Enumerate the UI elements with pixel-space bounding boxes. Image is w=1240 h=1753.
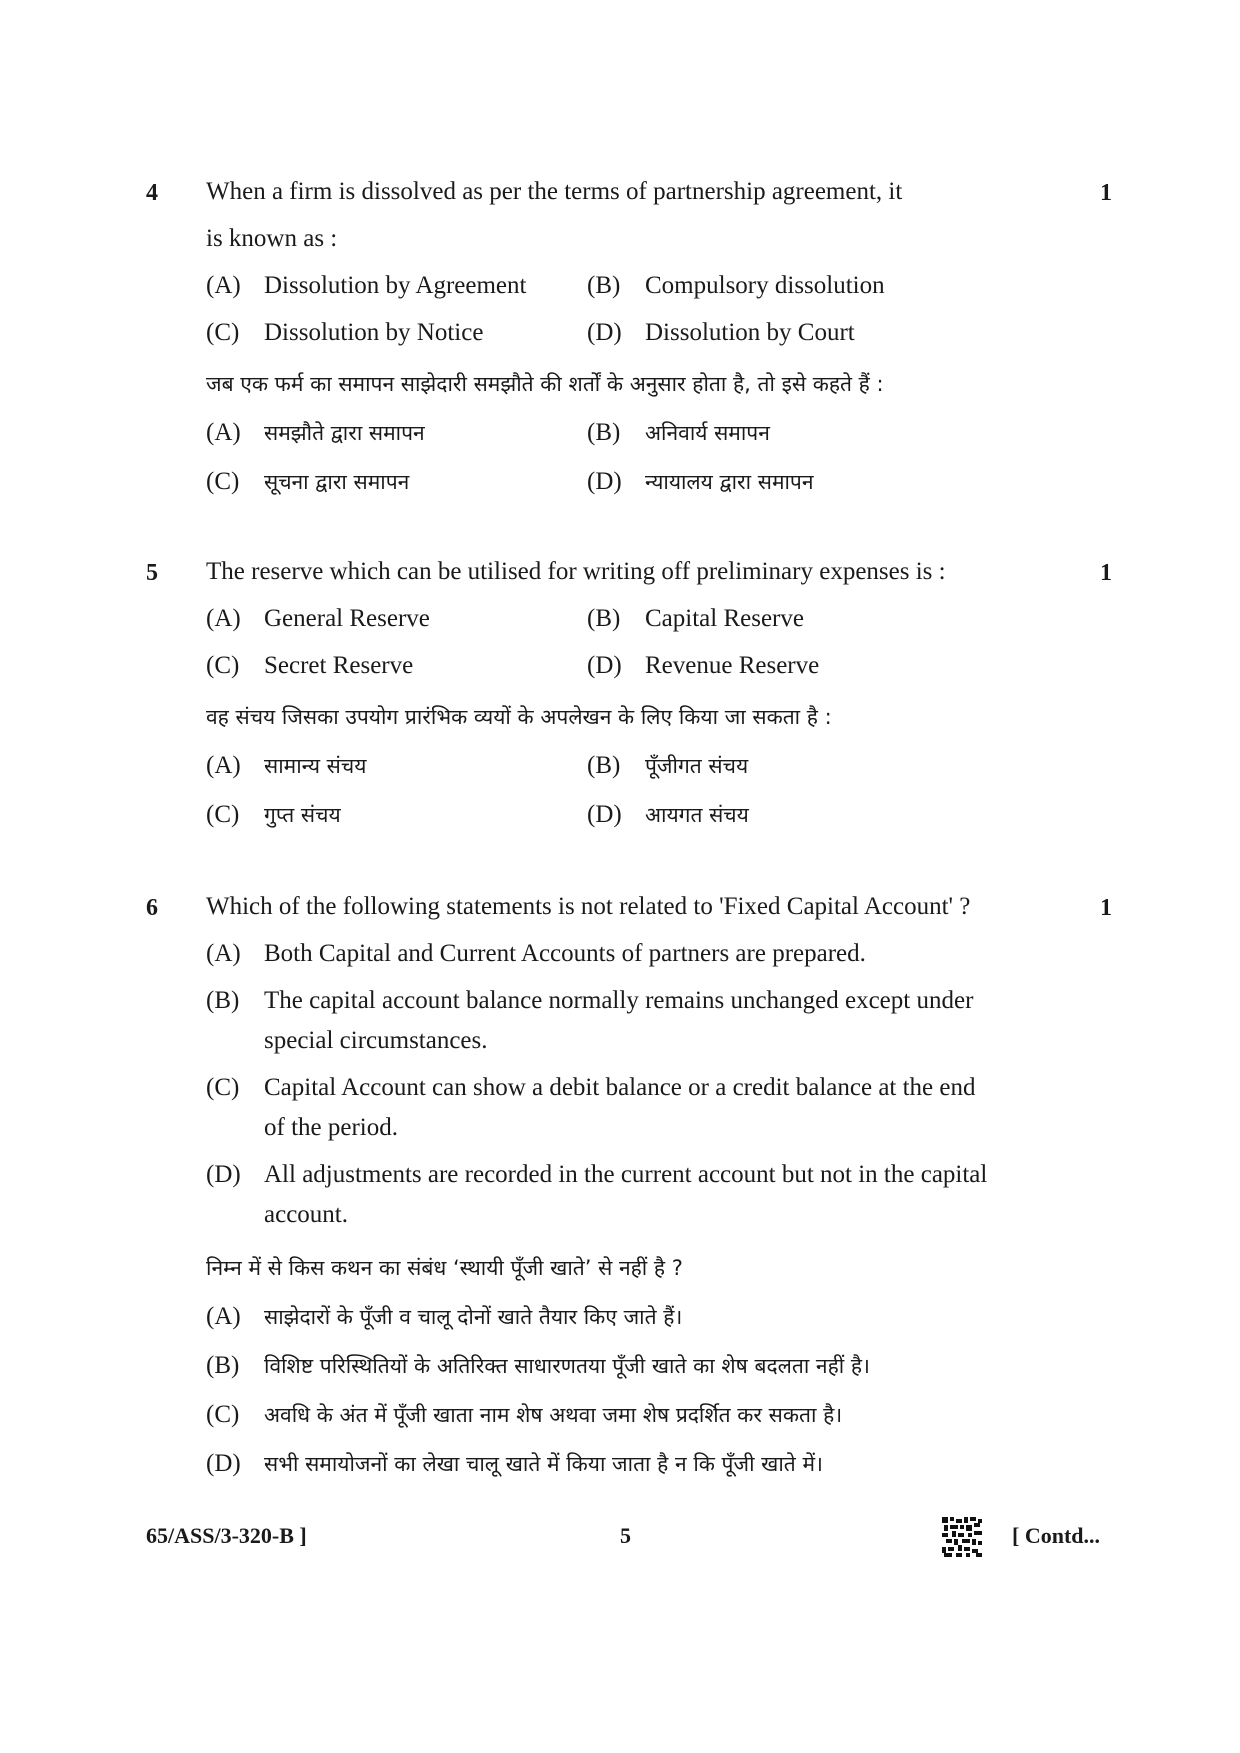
- option-text: पूँजीगत संचय: [645, 754, 749, 778]
- option-text: All adjustments are recorded in the current account but not in the capital: [264, 1161, 988, 1188]
- option-text: Dissolution by Agreement: [264, 272, 527, 299]
- question-4-marks: 1: [1100, 180, 1112, 206]
- option-label: (B): [587, 752, 621, 779]
- q4-hindi-option-b: [587, 419, 770, 447]
- option-text: The capital account balance normally remains unchanged except under: [264, 987, 974, 1014]
- option-text: Revenue Reserve: [645, 652, 820, 679]
- q6-option-a: [206, 940, 866, 968]
- q6-hindi-option-c: [206, 1401, 842, 1429]
- option-label: (A): [206, 605, 241, 632]
- option-text: सामान्य संचय: [264, 754, 367, 778]
- q6-option-d: [206, 1161, 987, 1189]
- question-4-text-line2: is known as :: [206, 225, 338, 252]
- option-label: (D): [587, 801, 622, 828]
- q5-option-d: [587, 652, 819, 680]
- question-5-hindi-text: वह संचय जिसका उपयोग प्रारंभिक व्ययों के अपलेखन के लिए किया जा सकता है :: [206, 705, 832, 729]
- q4-hindi-option-d: [587, 468, 814, 496]
- q5-option-b: [587, 605, 804, 633]
- question-6-marks: 1: [1100, 895, 1112, 921]
- option-label: (A): [206, 1303, 241, 1330]
- q4-option-c: [206, 319, 483, 347]
- page-number: 5: [620, 1523, 631, 1548]
- question-4-text-line1: When a firm is dissolved as per the terms of partnership agreement, it: [206, 178, 903, 205]
- option-text: सभी समायोजनों का लेखा चालू खाते में किया जाता है न कि पूँजी खाते में।: [264, 1452, 823, 1476]
- q4-hindi-option-c: [206, 468, 409, 496]
- option-label: (B): [587, 419, 621, 446]
- q6-hindi-option-a: [206, 1303, 682, 1331]
- question-4-hindi-text: जब एक फर्म का समापन साझेदारी समझौते की शर्तों के अनुसार होता है, तो इसे कहते हैं :: [206, 372, 884, 396]
- option-label: (C): [206, 652, 240, 679]
- question-5-marks: 1: [1100, 560, 1112, 586]
- option-text: Secret Reserve: [264, 652, 414, 679]
- option-label: (D): [206, 1161, 241, 1188]
- question-6-hindi-text: निम्न में से किस कथन का संबंध ‘स्थायी पूँजी खाते’ से नहीं है ?: [206, 1256, 683, 1280]
- option-text: Capital Reserve: [645, 605, 804, 632]
- option-text: Dissolution by Court: [645, 319, 855, 346]
- option-label: (C): [206, 1074, 240, 1101]
- qr-code-icon: [942, 1517, 982, 1557]
- option-text: विशिष्ट परिस्थितियों के अतिरिक्त साधारणतया पूँजी खाते का शेष बदलता नहीं है।: [264, 1354, 870, 1378]
- q5-hindi-option-b: [587, 752, 748, 780]
- q6-option-b-line2: special circumstances.: [264, 1027, 488, 1054]
- option-text: गुप्त संचय: [264, 803, 341, 827]
- option-text: अनिवार्य समापन: [645, 421, 770, 445]
- option-text: Both Capital and Current Accounts of partners are prepared.: [264, 940, 866, 967]
- option-label: (D): [587, 468, 622, 495]
- option-text: समझौते द्वारा समापन: [264, 421, 425, 445]
- question-5-text: The reserve which can be utilised for writing off preliminary expenses is :: [206, 558, 946, 585]
- continued-label: [ Contd...: [1012, 1523, 1101, 1548]
- option-text: अवधि के अंत में पूँजी खाता नाम शेष अथवा जमा शेष प्रदर्शित कर सकता है।: [264, 1403, 843, 1427]
- q5-hindi-option-a: [206, 752, 366, 780]
- q4-option-d: [587, 319, 855, 347]
- option-text: न्यायालय द्वारा समापन: [645, 470, 814, 494]
- option-label: (D): [206, 1450, 241, 1477]
- q6-hindi-option-d: [206, 1450, 823, 1478]
- option-label: (D): [587, 652, 622, 679]
- option-label: (C): [206, 1401, 240, 1428]
- option-label: (B): [587, 605, 621, 632]
- q5-hindi-option-c: [206, 801, 341, 829]
- option-label: (B): [206, 1352, 240, 1379]
- q5-option-a: [206, 605, 430, 633]
- question-6-number: 6: [146, 895, 158, 921]
- q6-option-c: [206, 1074, 976, 1102]
- option-label: (C): [206, 319, 240, 346]
- q6-option-d-line2: account.: [264, 1201, 348, 1228]
- q6-hindi-option-b: [206, 1352, 870, 1380]
- option-label: (C): [206, 801, 240, 828]
- option-label: (B): [206, 987, 240, 1014]
- option-text: Dissolution by Notice: [264, 319, 484, 346]
- question-4-number: 4: [146, 180, 158, 206]
- q6-option-b: [206, 987, 973, 1015]
- option-text: साझेदारों के पूँजी व चालू दोनों खाते तैयार किए जाते हैं।: [264, 1305, 683, 1329]
- option-text: Capital Account can show a debit balance or a credit balance at the end: [264, 1074, 976, 1101]
- q5-option-c: [206, 652, 413, 680]
- q4-option-b: [587, 272, 885, 300]
- paper-code: 65/ASS/3-320-B ]: [146, 1523, 307, 1548]
- option-text: आयगत संचय: [645, 803, 749, 827]
- option-label: (D): [587, 319, 622, 346]
- option-text: Compulsory dissolution: [645, 272, 885, 299]
- question-6-text: Which of the following statements is not related to 'Fixed Capital Account' ?: [206, 893, 971, 920]
- option-label: (C): [206, 468, 240, 495]
- option-text: सूचना द्वारा समापन: [264, 470, 410, 494]
- q4-hindi-option-a: [206, 419, 425, 447]
- q4-option-a: [206, 272, 526, 300]
- option-label: (A): [206, 940, 241, 967]
- question-5-number: 5: [146, 560, 158, 586]
- option-label: (A): [206, 272, 241, 299]
- option-text: General Reserve: [264, 605, 430, 632]
- q6-option-c-line2: of the period.: [264, 1114, 398, 1141]
- option-label: (B): [587, 272, 621, 299]
- option-label: (A): [206, 752, 241, 779]
- q5-hindi-option-d: [587, 801, 749, 829]
- option-label: (A): [206, 419, 241, 446]
